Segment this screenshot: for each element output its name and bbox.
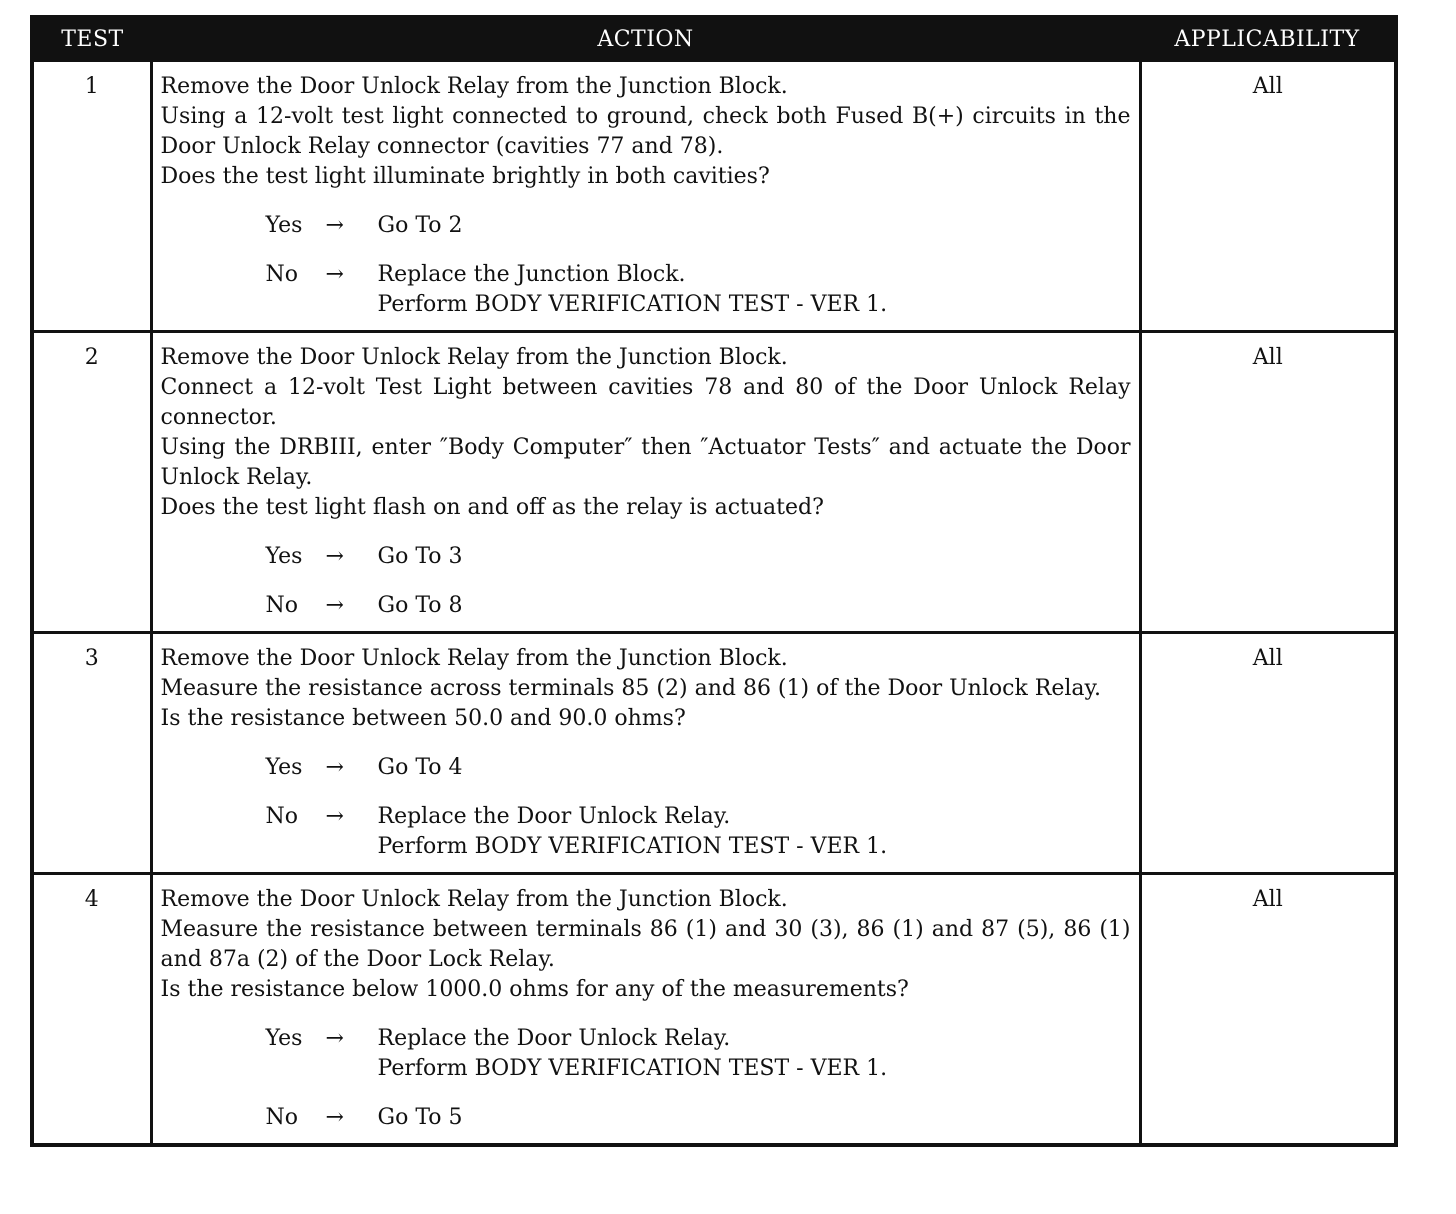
instruction-text: Remove the Door Unlock Relay from the Junction Block. (160, 74, 788, 99)
outcome-result (378, 591, 463, 621)
applicability-value: All (1140, 61, 1396, 332)
applicability-value: All (1140, 332, 1396, 633)
instruction-text: Measure the resistance between terminals 86 (1) and 30 (3), 86 (1) and 87 (5), 86 (1) and 87a (2) of the Door Lock Relay. (160, 917, 1131, 972)
table-row (32, 61, 1396, 332)
instruction-text: Remove the Door Unlock Relay from the Junction Block. (160, 887, 788, 912)
outcome-result-line: Perform BODY VERIFICATION TEST - VER 1. (377, 834, 888, 859)
outcome-label: Yes (265, 544, 303, 569)
right-arrow-icon: → (325, 804, 344, 829)
outcome-label: No (265, 1105, 298, 1130)
header-test: TEST (32, 17, 151, 61)
outcome-result-line: Replace the Door Unlock Relay. (377, 804, 731, 829)
outcome-yes (266, 211, 1131, 241)
outcome-yes (266, 542, 1131, 572)
outcome-result (378, 802, 888, 862)
right-arrow-icon: → (325, 213, 344, 238)
action-cell (151, 61, 1140, 332)
outcome-result (378, 542, 463, 572)
table-body (32, 61, 1396, 1146)
outcome-result-line: Perform BODY VERIFICATION TEST - VER 1. (377, 1056, 888, 1081)
action-cell (151, 874, 1140, 1146)
instruction-text: Measure the resistance across terminals 85 (2) and 86 (1) of the Door Unlock Relay. (160, 676, 1101, 701)
outcome-label: Yes (265, 213, 303, 238)
outcome-result (378, 260, 888, 320)
outcome-label: No (265, 804, 298, 829)
outcome-no (266, 802, 1131, 862)
right-arrow-icon: → (325, 544, 344, 569)
instruction-text: Connect a 12-volt Test Light between cavities 78 and 80 of the Door Unlock Relay connector. (160, 375, 1131, 430)
applicability-value: All (1140, 874, 1396, 1146)
outcome-result-line: Go To 5 (377, 1105, 463, 1130)
outcome-result-line: Perform BODY VERIFICATION TEST - VER 1. (377, 292, 888, 317)
table-header (32, 17, 1396, 61)
outcome-result (378, 1024, 888, 1084)
table-row (32, 633, 1396, 874)
instruction-text: Does the test light illuminate brightly in both cavities? (160, 164, 770, 189)
outcome-result (378, 211, 463, 241)
outcome-label: No (265, 262, 298, 287)
outcome-result-line: Go To 8 (377, 593, 463, 618)
table-row (32, 332, 1396, 633)
right-arrow-icon: → (325, 262, 344, 287)
test-number: 1 (32, 61, 151, 332)
test-number: 4 (32, 874, 151, 1146)
instruction-text: Is the resistance between 50.0 and 90.0 ohms? (160, 706, 686, 731)
outcome-result (378, 1103, 463, 1133)
outcome-yes (266, 1024, 1131, 1084)
test-number: 3 (32, 633, 151, 874)
outcome-yes (266, 753, 1131, 783)
outcome-result (378, 753, 463, 783)
right-arrow-icon: → (325, 755, 344, 780)
right-arrow-icon: → (325, 1026, 344, 1051)
instruction-text: Remove the Door Unlock Relay from the Junction Block. (160, 646, 788, 671)
instruction-text: Using a 12-volt test light connected to ground, check both Fused B(+) circuits in the Door Unlock Relay connector (cavities 77 and 78). (160, 104, 1131, 159)
action-cell (151, 633, 1140, 874)
right-arrow-icon: → (325, 1105, 344, 1130)
diagnostic-test-table (30, 15, 1398, 1147)
outcome-label: Yes (265, 1026, 303, 1051)
action-cell (151, 332, 1140, 633)
outcome-result-line: Replace the Door Unlock Relay. (377, 1026, 731, 1051)
outcome-no (266, 260, 1131, 320)
instruction-text: Remove the Door Unlock Relay from the Junction Block. (160, 345, 788, 370)
outcome-label: Yes (265, 755, 303, 780)
outcome-result-line: Replace the Junction Block. (377, 262, 686, 287)
outcome-result-line: Go To 4 (377, 755, 463, 780)
test-number: 2 (32, 332, 151, 633)
outcome-no (266, 1103, 1131, 1133)
instruction-text: Does the test light flash on and off as the relay is actuated? (160, 495, 824, 520)
right-arrow-icon: → (325, 593, 344, 618)
header-row (32, 17, 1396, 61)
header-applicability: APPLICABILITY (1140, 17, 1396, 61)
instruction-text: Using the DRBIII, enter ″Body Computer″ then ″Actuator Tests″ and actuate the Door Unlock Relay. (160, 435, 1131, 490)
table-row (32, 874, 1396, 1146)
outcome-result-line: Go To 3 (377, 544, 463, 569)
outcome-label: No (265, 593, 298, 618)
outcome-result-line: Go To 2 (377, 213, 463, 238)
outcome-no (266, 591, 1131, 621)
applicability-value: All (1140, 633, 1396, 874)
header-action: ACTION (151, 17, 1140, 61)
instruction-text: Is the resistance below 1000.0 ohms for any of the measurements? (160, 977, 909, 1002)
